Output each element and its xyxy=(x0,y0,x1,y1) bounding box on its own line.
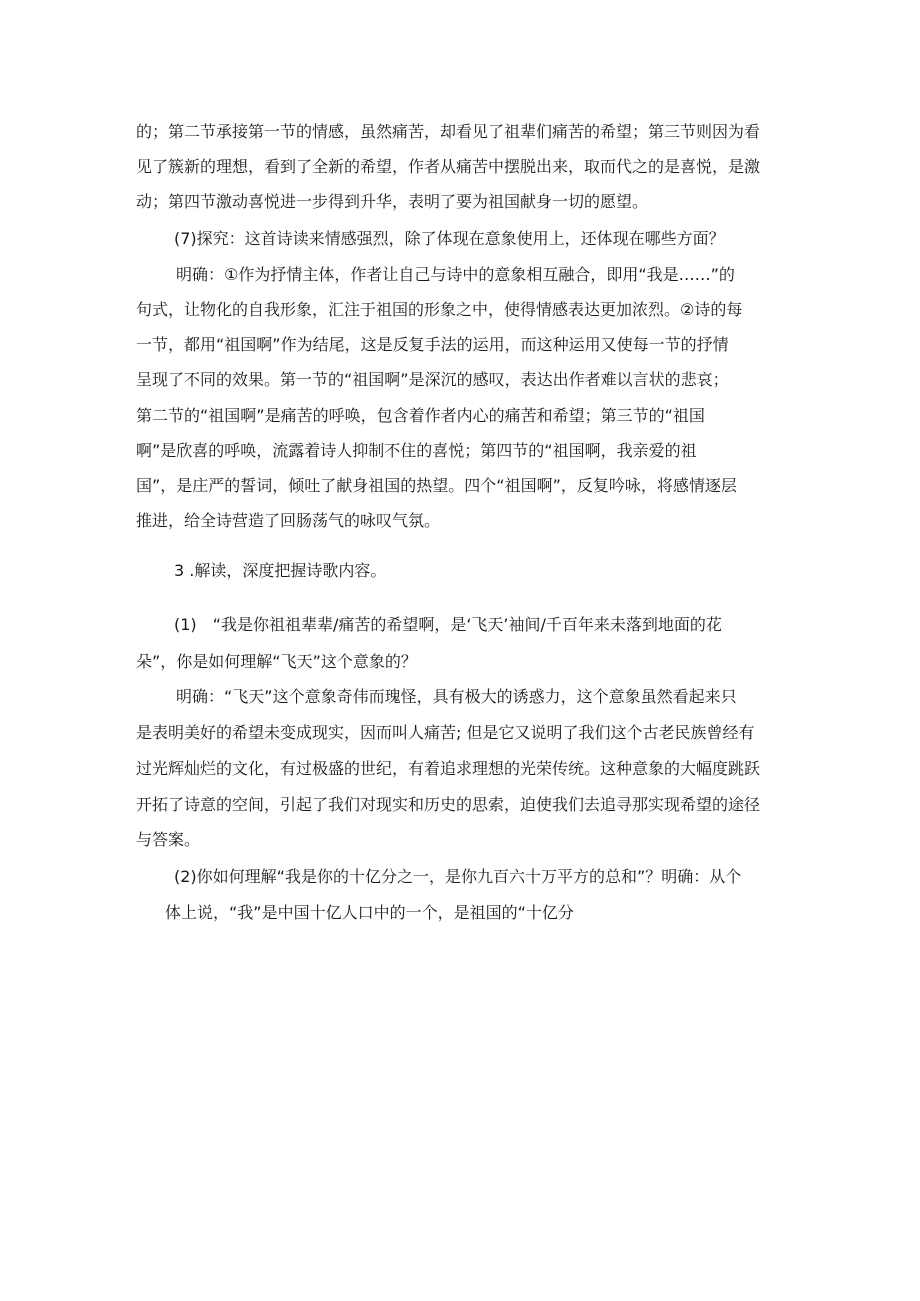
text-line: 见了簇新的理想，看到了全新的希望，作者从痛苦中摆脱出来，取而代之的是喜悦，是激 xyxy=(136,157,761,176)
text-line: 与答案。 xyxy=(136,830,201,849)
text-line: 推进，给全诗营造了回肠荡气的咏叹气氛。 xyxy=(136,511,441,530)
answer-line: 明确：“飞天”这个意象奇伟而瑰怪，具有极大的诱惑力，这个意象虽然看起来只 xyxy=(176,687,737,706)
answer-line: 明确：①作为抒情主体，作者让自己与诗中的意象相互融合，即用“我是……”的 xyxy=(176,265,735,284)
text-line: 动；第四节激动喜悦进一步得到升华，表明了要为祖国献身一切的愿望。 xyxy=(136,192,649,211)
question-heading: (1) “我是你祖祖辈辈/痛苦的希望啊，是‘飞天’袖间/千百年来未落到地面的花 xyxy=(174,615,722,634)
text-line: 第二节的“祖国啊”是痛苦的呼唤，包含着作者内心的痛苦和希望；第三节的“祖国 xyxy=(136,406,705,425)
question-heading: (7)探究：这首诗读来情感强烈，除了体现在意象使用上，还体现在哪些方面？ xyxy=(174,229,725,248)
text-line: 朵”，你是如何理解“飞天”这个意象的？ xyxy=(136,652,417,671)
text-line: 是表明美好的希望未变成现实，因而叫人痛苦; 但是它又说明了我们这个古老民族曾经有 xyxy=(136,723,755,742)
text-line: 啊”是欣喜的呼唤，流露着诗人抑制不住的喜悦；第四节的“祖国啊，我亲爱的祖 xyxy=(136,441,697,460)
text-line: 体上说，“我”是中国十亿人口中的一个，是祖国的“十亿分 xyxy=(165,903,574,922)
text-line: 过光辉灿烂的文化，有过极盛的世纪，有着追求理想的光荣传统。这种意象的大幅度跳跃 xyxy=(136,759,761,778)
text-line: 一节，都用“祖国啊”作为结尾，这是反复手法的运用，而这种运用又使每一节的抒情 xyxy=(136,335,729,354)
section-heading: 3 .解读，深度把握诗歌内容。 xyxy=(174,561,387,580)
text-line: 开拓了诗意的空间，引起了我们对现实和历史的思索，迫使我们去追寻那实现希望的途径 xyxy=(136,795,761,814)
text-line: 的；第二节承接第一节的情感，虽然痛苦，却看见了祖辈们痛苦的希望；第三节则因为看 xyxy=(136,122,761,141)
text-line: 呈现了不同的效果。第一节的“祖国啊”是深沉的感叹，表达出作者难以言状的悲哀； xyxy=(136,370,729,389)
question-heading: (2)你如何理解“我是你的十亿分之一，是你九百六十万平方的总和”？明确：从个 xyxy=(174,867,742,886)
text-line: 国”，是庄严的誓词，倾吐了献身祖国的热望。四个“祖国啊”，反复吟咏，将感情逐层 xyxy=(136,476,737,495)
text-line: 句式，让物化的自我形象，汇注于祖国的形象之中，使得情感表达更加浓烈。②诗的每 xyxy=(136,300,743,319)
